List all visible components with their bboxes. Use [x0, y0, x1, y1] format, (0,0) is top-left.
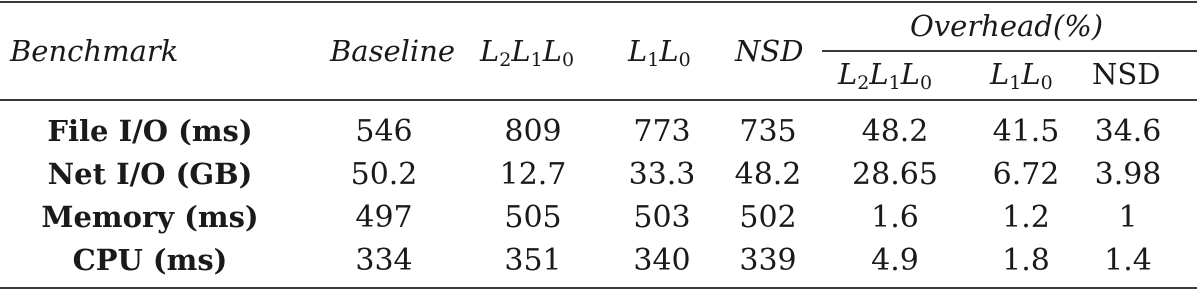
cell-baseline: 497 [355, 200, 413, 235]
overhead-rule [822, 50, 1197, 52]
cell-l1l0: 773 [633, 114, 691, 149]
subheader-nsd: NSD [1092, 57, 1161, 91]
cell-overhead-l1l0: 6.72 [992, 157, 1060, 192]
row-label: File I/O (ms) [47, 114, 253, 148]
subheader-l1l0: $L_1L_0$ [990, 57, 1053, 94]
cell-l1l0: 33.3 [628, 157, 696, 192]
cell-overhead-l2l1l0: 4.9 [871, 243, 919, 278]
cell-overhead-l2l1l0: 28.65 [852, 157, 938, 192]
cell-l1l0: 503 [633, 200, 691, 235]
cell-baseline: 50.2 [350, 157, 418, 192]
cell-overhead-nsd: 1 [1118, 200, 1138, 235]
cell-overhead-nsd: 34.6 [1094, 114, 1162, 149]
cell-nsd: 48.2 [734, 157, 802, 192]
header-benchmark: Benchmark [10, 34, 179, 68]
cell-overhead-l1l0: 1.2 [1002, 200, 1050, 235]
cell-l2l1l0: 505 [504, 200, 562, 235]
header-l2l1l0: $L_2L_1L_0$ [480, 34, 575, 71]
cell-l1l0: 340 [633, 243, 691, 278]
top-rule [0, 1, 1197, 3]
cell-overhead-nsd: 1.4 [1104, 243, 1152, 278]
cell-baseline: 546 [355, 114, 413, 149]
cell-baseline: 334 [355, 243, 413, 278]
cell-overhead-nsd: 3.98 [1094, 157, 1162, 192]
cell-overhead-l1l0: 41.5 [992, 114, 1060, 149]
cell-l2l1l0: 351 [504, 243, 562, 278]
bottom-rule [0, 287, 1197, 289]
cell-l2l1l0: 12.7 [499, 157, 567, 192]
cell-nsd: 502 [739, 200, 797, 235]
cell-overhead-l2l1l0: 48.2 [861, 114, 929, 149]
header-overhead: Overhead(%) [910, 9, 1104, 43]
row-label: Memory (ms) [41, 200, 259, 234]
cell-nsd: 735 [739, 114, 797, 149]
cell-nsd: 339 [739, 243, 797, 278]
header-l1l0: $L_1L_0$ [628, 34, 691, 71]
row-label: CPU (ms) [72, 243, 228, 277]
cell-overhead-l2l1l0: 1.6 [871, 200, 919, 235]
header-nsd: NSD [735, 34, 804, 68]
header-rule [0, 99, 1197, 101]
cell-l2l1l0: 809 [504, 114, 562, 149]
cell-overhead-l1l0: 1.8 [1002, 243, 1050, 278]
row-label: Net I/O (GB) [47, 157, 253, 191]
subheader-l2l1l0: $L_2L_1L_0$ [838, 57, 933, 94]
header-baseline: Baseline [330, 34, 456, 68]
